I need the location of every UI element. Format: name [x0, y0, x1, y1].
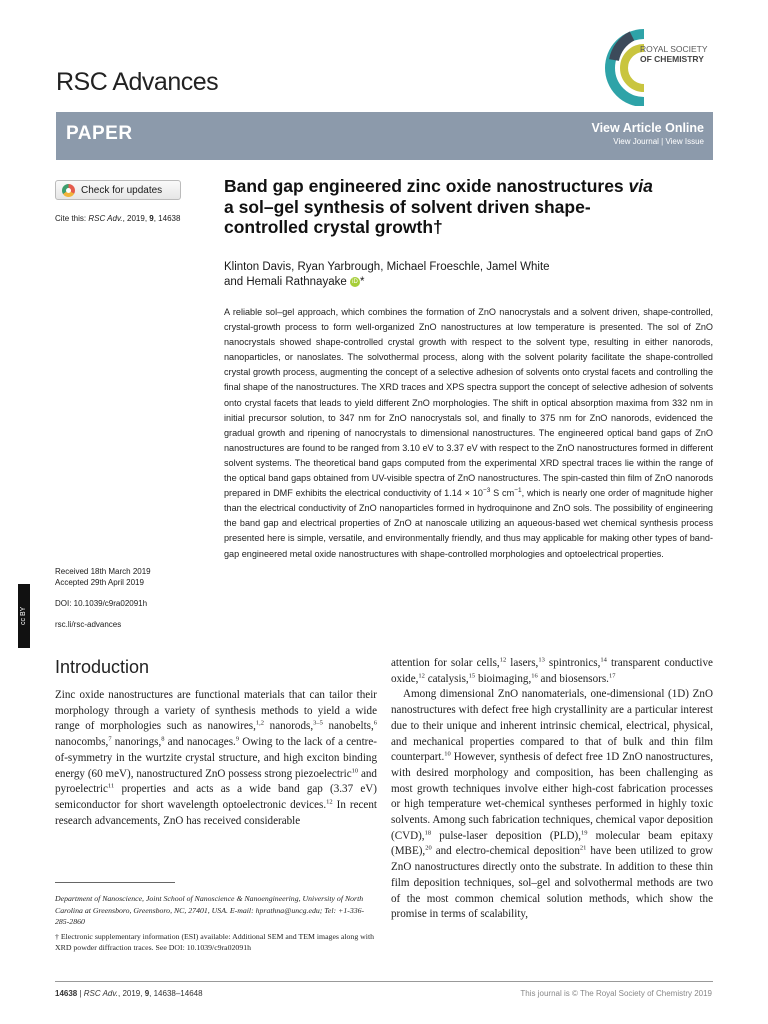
text-run: and nanocages.	[164, 736, 236, 749]
footnotes	[55, 893, 377, 957]
text-run: lasers,	[506, 657, 539, 669]
text-run: and pyroelectric	[55, 767, 377, 796]
view-online-block	[591, 121, 704, 146]
reference-link[interactable]: 9	[235, 735, 240, 743]
intro-paragraph	[55, 689, 377, 827]
cite-year: , 2019,	[122, 214, 150, 223]
accepted-date: Accepted 29th April 2019	[55, 578, 144, 587]
footer-citation	[55, 989, 203, 998]
cite-journal: RSC Adv.	[88, 214, 123, 223]
abstract-part-b: S cm	[490, 488, 515, 499]
abstract-part-c: , which is nearly one order of magnitude higher than the electrical conductivity of ZnO nanoparticles formed in hydroquinone and ZnO sols. The possibility of engineering the band gap and electrical properties of ZnO at nanoscale utilizing an aqueous-based wet chemical synthesis process presented here is simple, versatile, and environmentally friendly, and thus may applicable for making other types of band-gap engineered metal oxide nanostructures with shape-controlled morphologies and optoelectrical properties.	[224, 488, 713, 559]
text-run: molecular beam epitaxy (MBE),	[391, 829, 713, 858]
footer-journal: RSC Adv.	[83, 989, 119, 998]
reference-link[interactable]: 18	[424, 829, 432, 837]
intro-paragraph-continued	[391, 656, 713, 687]
logo-text-line2: OF CHEMISTRY	[640, 54, 704, 64]
text-run: pulse-laser deposition (PLD),	[431, 829, 581, 842]
reference-link[interactable]: 3–5	[313, 719, 323, 727]
text-run: However, synthesis of defect free 1D ZnO nanostructures, with desired morphology and composition, has been challenging as most growth techniques involve either high-cost fabrication processes or high temperature wet-chemical syntheses performed in highly toxic solvents. Among such fabrication techniques, chemical vapor deposition (CVD),	[391, 751, 713, 842]
page-number: 14638	[55, 989, 78, 998]
article-type-label: PAPER	[66, 123, 133, 144]
crossmark-icon	[62, 184, 75, 197]
cite-volume: 9	[149, 214, 154, 223]
cite-prefix: Cite this:	[55, 214, 89, 223]
text-run: spintronics,	[544, 657, 601, 669]
text-run: In recent research advancements, ZnO has received considerable	[55, 798, 377, 827]
reference-link[interactable]: 6	[373, 719, 377, 727]
citation	[55, 214, 180, 223]
footer-year: , 2019,	[118, 989, 145, 998]
text-run: catalysis,	[424, 672, 469, 685]
check-updates-label: Check for updates	[81, 184, 163, 196]
abstract-exp2: −1	[514, 487, 522, 495]
footer-volume: 9	[144, 989, 150, 998]
reference-link[interactable]: 16	[531, 672, 538, 680]
reference-link[interactable]: 1,2	[255, 719, 265, 727]
logo-text	[640, 44, 708, 64]
reference-link[interactable]: 8	[161, 735, 165, 743]
journal-url[interactable]: rsc.li/rsc-advances	[55, 620, 122, 629]
introduction-heading: Introduction	[55, 657, 150, 677]
footer-pages: , 14638–14648	[149, 989, 203, 998]
intro-paragraph-2	[391, 687, 713, 923]
journal-title: RSC Advances	[56, 68, 219, 96]
text-run: attention for solar cells,	[391, 657, 500, 669]
text-run: nanorings,	[111, 736, 162, 749]
footer-sep: |	[77, 989, 84, 998]
intro-left-column	[55, 688, 377, 829]
text-run: bioimaging,	[475, 672, 532, 685]
authors-line2-wrap	[224, 275, 644, 290]
corresponding-star: *	[359, 276, 365, 288]
authors-line2: and Hemali Rathnayake	[224, 276, 347, 288]
esi-footnote: † Electronic supplementary information (ESI) available: Additional SEM and TEM images along with XRD powder diffraction traces. See DOI: 10.1039/c9ra02091h	[55, 931, 375, 952]
reference-link[interactable]: 12	[499, 656, 507, 664]
view-journal-issue-links[interactable]: View Journal | View Issue	[613, 137, 704, 146]
reference-link[interactable]: 7	[108, 735, 112, 743]
intro-right-column	[391, 656, 713, 923]
title-part1: Band gap engineered zinc oxide nanostructures	[224, 176, 629, 196]
reference-link[interactable]: 12	[326, 798, 333, 806]
footnote-divider	[55, 882, 175, 883]
text-run: Among dimensional ZnO nanomaterials, one-dimensional (1D) ZnO nanostructures with defect free high crystallinity are a particular interest due to their unique and inherent intrinsic chemical, electrical, physical, and mechanical properties compared to that of bulk and thin film counterpart.	[391, 688, 713, 764]
received-date: Received 18th March 2019	[55, 567, 151, 576]
text-run: Zinc oxide nanostructures are functional materials that can tailor their morphology through a variety of synthesis methods to yield a wide range of morphologies such as nanowires,	[55, 689, 377, 733]
text-run: and electro-chemical deposition	[431, 845, 580, 858]
orcid-icon[interactable]: iD	[350, 277, 360, 287]
authors-line1: Klinton Davis, Ryan Yarbrough, Michael Froeschle, Jamel White	[224, 261, 550, 273]
reference-link[interactable]: 11	[107, 782, 115, 790]
cite-page: , 14638	[153, 214, 181, 223]
article-title	[224, 176, 664, 238]
reference-link[interactable]: 21	[579, 844, 587, 852]
reference-link[interactable]: 13	[538, 656, 545, 664]
footer-divider	[55, 981, 713, 982]
footer-copyright: This journal is © The Royal Society of Chemistry 2019	[520, 989, 712, 998]
logo-text-line1: ROYAL SOCIETY	[640, 44, 708, 54]
text-run: and biosensors.	[537, 672, 609, 685]
text-run: have been utilized to grow ZnO nanostructures directly onto the substrate. In addition to these thin film deposition techniques, sol–gel and solvothermal methods are two of the most common chemical solution methods, which show the promise in terms of scalability,	[391, 845, 713, 921]
text-run: nanorods,	[264, 720, 314, 733]
cc-by-license-icon[interactable]: cc BY	[18, 584, 30, 648]
reference-link[interactable]: 10	[351, 766, 359, 774]
reference-link[interactable]: 15	[468, 672, 476, 680]
reference-link[interactable]: 20	[425, 844, 432, 852]
doi[interactable]: DOI: 10.1039/c9ra02091h	[55, 599, 148, 608]
reference-link[interactable]: 17	[608, 672, 616, 680]
reference-link[interactable]: 10	[444, 750, 451, 758]
text-run: transparent conductive oxide,	[391, 657, 713, 685]
affiliation-footnote: Department of Nanoscience, Joint School of Nanoscience & Nanoengineering, University of North Carolina at Greensboro, Greensboro, NC, 27401, USA. E-mail: hprathna@uncg.edu; Tel: +1-336-285-2860	[55, 894, 365, 926]
article-dates	[55, 566, 151, 630]
title-via: via	[628, 176, 653, 196]
abstract-part-a: A reliable sol–gel approach, which combines the formation of ZnO nanocrystals and a solvent driven, shape-controlled, crystal-growth process to form well-organized ZnO nanostructures at low temperature is presented. The sol of ZnO nanocrystals showed shape-controlled crystal growth with respect to the solvent type, resulting in either nanorods, nanoparticles, or nanoslates. The solvothermal process, along with the solvent polarity facilitate the shape-controlled crystal growth process, augmenting the concept of a selective adhesion of solvents onto crystal facets and controlling the final shape of the nanostructures. The XRD traces and XPS spectra support the concept of selective adhesion of solvents onto crystal facets that leads to yield different ZnO morphologies. The shift in optical absorption maxima from 332 nm in initial precursor solution, to 347 nm for ZnO nanocrystals sol, and finally to 375 nm for ZnO nanorods, evidenced the gradual growth and ripening of nanocrystals to dimensional nanostructures. The engineered optical band gaps of ZnO nanostructures are found to be ranged from 3.10 eV to 3.37 eV with respect to the ZnO nanostructures formed in different solvent systems. The theoretical band gaps computed from the experimental XRD spectral traces lie within the range of the optical band gaps obtained from UV-visible spectra of ZnO nanostructures. The spin-casted thin film of ZnO nanorods prepared in DMF exhibits the electrical conductivity of 1.14 × 10	[224, 307, 713, 499]
reference-link[interactable]: 12	[418, 672, 425, 680]
view-article-online-link[interactable]: View Article Online	[591, 121, 704, 135]
text-run: Owing to the lack of a centre-of-symmetry in the wurtzite crystal structure, and high exciton binding energy (60 meV), nanostructured ZnO possess strong piezoelectric	[55, 736, 377, 780]
title-part2: a sol–gel synthesis of solvent driven shape-controlled crystal growth†	[224, 196, 591, 237]
abstract-exp1: −3	[482, 487, 491, 495]
reference-link[interactable]: 14	[600, 656, 607, 664]
abstract	[224, 305, 713, 562]
author-list	[224, 260, 644, 290]
reference-link[interactable]: 19	[580, 829, 588, 837]
text-run: nanocombs,	[55, 736, 109, 749]
check-for-updates-button[interactable]	[55, 180, 181, 200]
text-run: nanobelts,	[322, 720, 374, 733]
rsc-logo	[604, 26, 714, 106]
text-run: properties and acts as a wide band gap (3.37 eV) semiconductor for short wavelength optoelectronic devices.	[55, 783, 377, 811]
